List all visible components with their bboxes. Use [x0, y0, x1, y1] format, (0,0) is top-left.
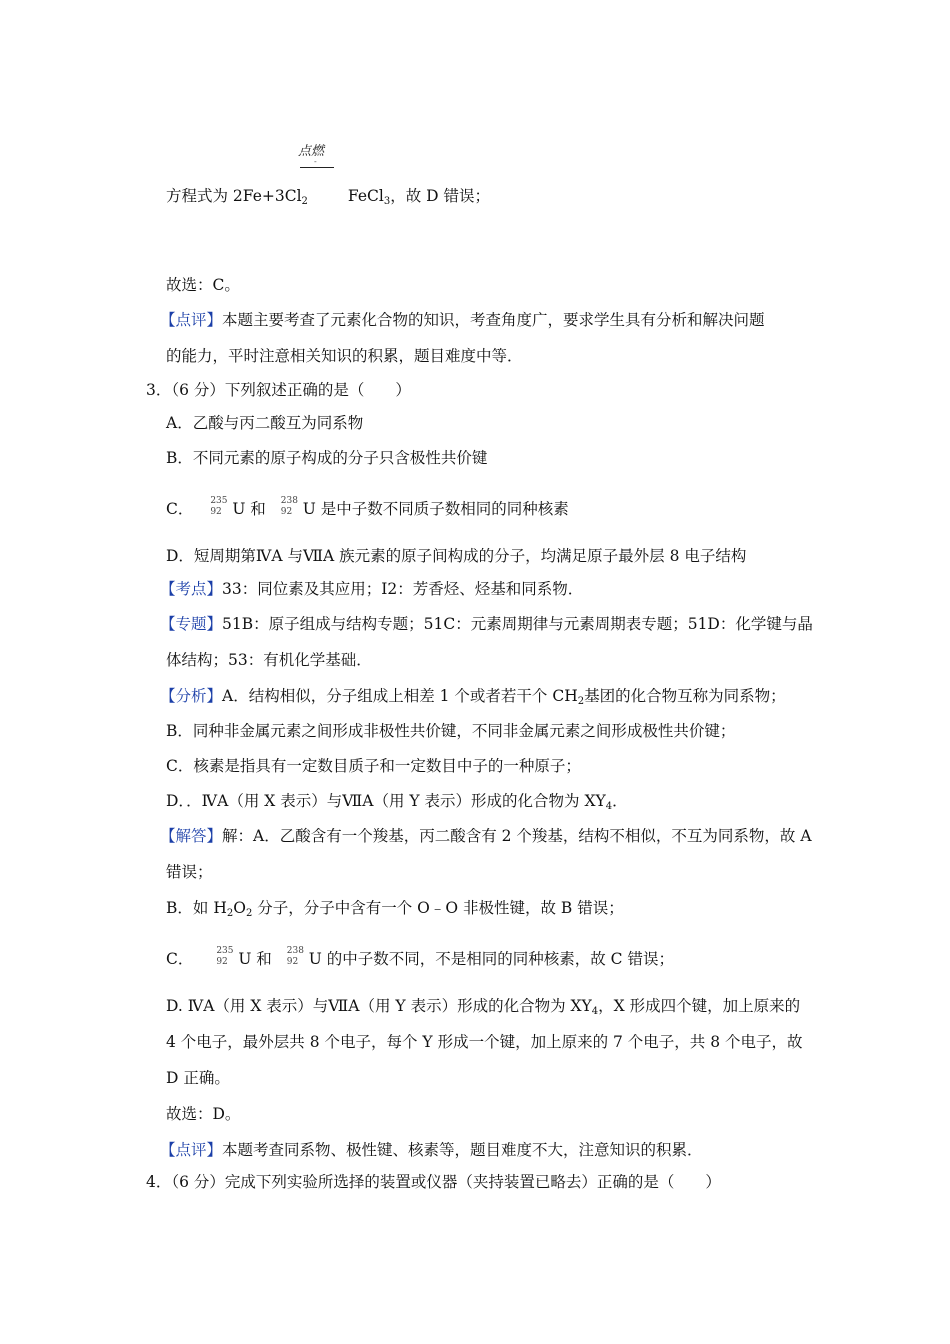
q3-option-b: B．不同元素的原子构成的分子只含极性共价键	[166, 449, 488, 467]
nuclide-u235: 235 92	[210, 496, 228, 517]
q4-stem: 4．（6 分）完成下列实验所选择的装置或仪器（夹持装置已略去）正确的是（ ）	[146, 1173, 721, 1191]
q3-jieda-b: B．如 $H_2O_2$ 分子，分子中含有一个 O﹣O 非极性键，故 B 错误；	[166, 899, 624, 919]
q3-jieda-a-cont: 错误；	[166, 863, 213, 881]
q3-zhuanti: 【专题】51B：原子组成与结构专题；51C：元素周期律与元素周期表专题；51D：化学键与晶	[160, 615, 813, 633]
q3-fenxi-d: D．．ⅣA（用 X 表示）与ⅦA（用 Y 表示）形成的化合物为 $XY_4$．	[166, 792, 628, 812]
q3-jieda-d-cont1: 4 个电子，最外层共 8 个电子，每个 Y 形成一个键，加上原来的 7 个电子，共 8 个电子，故	[166, 1033, 803, 1051]
q2-answer: 故选：C。	[166, 276, 240, 294]
q3-jieda-c: C． 235 92 U 和 238 92 U 的中子数不同，不是相同的同种核素，故 C 错误；	[166, 946, 674, 968]
q3-option-a: A．乙酸与丙二酸互为同系物	[166, 414, 364, 432]
reaction-condition: 点燃	[298, 144, 325, 159]
nuclide-u238: 238 92	[286, 946, 304, 967]
q3-jieda-d-cont2: D 正确。	[166, 1069, 230, 1087]
q3-review: 【点评】本题考查同系物、极性键、核素等，题目难度不大，注意知识的积累．	[160, 1141, 703, 1159]
reaction-condition-mark: -	[314, 157, 317, 166]
q3-option-d: D．短周期第ⅣA 与ⅦA 族元素的原子间构成的分子，均满足原子最外层 8 电子结构	[166, 547, 747, 565]
q3-option-c: C． 235 92 U 和 238 92 U 是中子数不同质子数相同的同种核素	[166, 496, 569, 518]
q3-kaodian: 【考点】33：同位素及其应用；I2：芳香烃、烃基和同系物．	[160, 580, 584, 598]
q2-review-cont: 的能力，平时注意相关知识的积累，题目难度中等．	[166, 347, 523, 365]
nuclide-u238: 238 92	[280, 496, 298, 517]
q2-review: 【点评】本题主要考查了元素化合物的知识，考查角度广，要求学生具有分析和解决问题	[160, 311, 765, 329]
q3-stem: 3．（6 分）下列叙述正确的是（ ）	[146, 381, 411, 399]
q3-jieda-d: D. ⅣA（用 X 表示）与ⅦA（用 Y 表示）形成的化合物为 $XY_4$，X 形成四个键，加上原来的	[166, 997, 801, 1017]
q3-zhuanti-cont: 体结构；53：有机化学基础．	[166, 651, 372, 669]
q3-answer: 故选：D。	[166, 1105, 241, 1123]
nuclide-u235: 235 92	[216, 946, 234, 967]
q3-fenxi-b: B．同种非金属元素之间形成非极性共价键，不同非金属元素之间形成极性共价键；	[166, 722, 736, 740]
q3-fenxi-c: C．核素是指具有一定数目质子和一定数目中子的一种原子；	[166, 757, 581, 775]
q3-jieda-a: 【解答】解：A．乙酸含有一个羧基，丙二酸含有 2 个羧基，结构不相似，不互为同系物，故 A	[160, 827, 812, 845]
q3-fenxi-a: 【分析】A．结构相似，分子组成上相差 1 个或者若干个 $CH_2$基团的化合物互称为同系物；	[160, 687, 786, 707]
reaction-equation: 方程式为 $2Fe+3Cl_2$ FeCl$_3$，故 D 错误；	[166, 187, 490, 207]
reaction-arrow	[300, 167, 334, 168]
